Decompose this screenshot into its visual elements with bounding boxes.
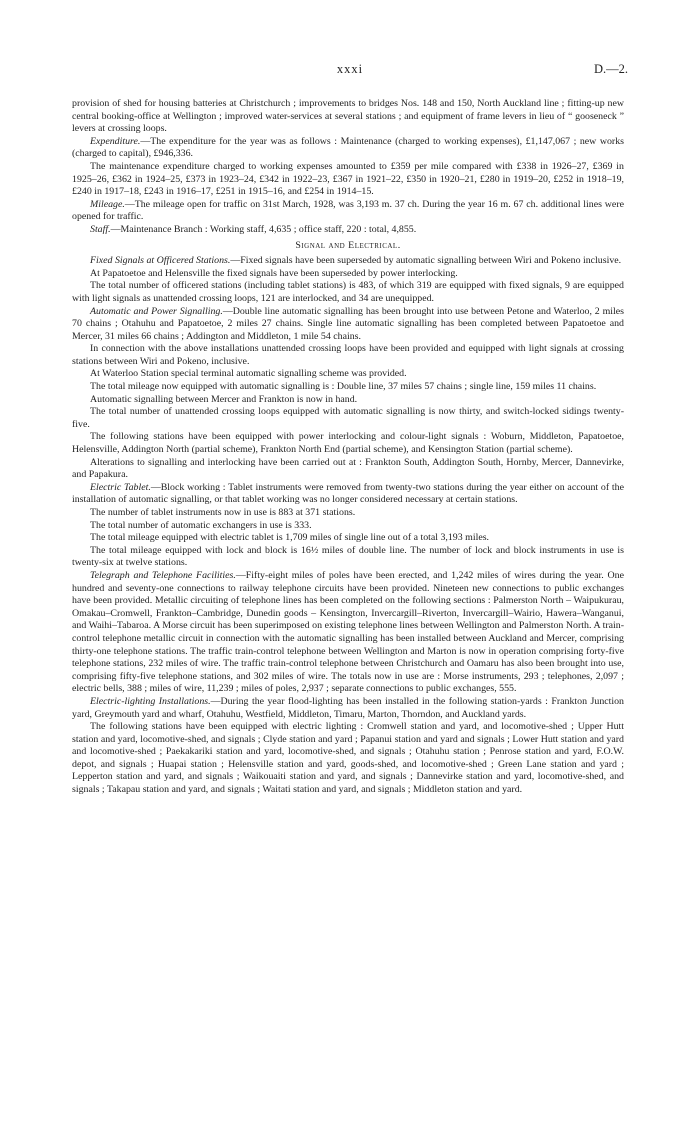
page-header bbox=[0, 62, 700, 82]
paragraph: At Waterloo Station special terminal automatic signalling scheme was provided. bbox=[90, 368, 407, 380]
paragraph-lead: Mileage. bbox=[90, 198, 125, 210]
paragraph: The total mileage now equipped with automatic signalling is : Double line, 37 miles 57 chains ; single line, 159 miles 11 chains. bbox=[90, 381, 597, 393]
paragraph-lead: Electric Tablet. bbox=[90, 481, 151, 493]
paragraph: The total number of automatic exchangers in use is 333. bbox=[90, 519, 312, 531]
section-heading: Signal and Electrical. bbox=[295, 239, 401, 251]
document-reference: D.—2. bbox=[593, 62, 628, 76]
paragraph: Electric-lighting Installations.—During the year flood-lighting has been installed in the following station-yards : Frankton Junction yard, Greymouth yard and wharf, Otahuhu, Westfield, Middleton, Timaru, Marton, Thorndon, and Auckland yards. bbox=[72, 695, 624, 720]
paragraph-lead: Automatic and Power Signalling. bbox=[90, 305, 223, 317]
paragraph: At Papatoetoe and Helensville the fixed signals have been superseded by power interlocking. bbox=[90, 267, 458, 279]
paragraph-lead: Staff. bbox=[90, 223, 111, 235]
page-number: xxxi bbox=[336, 62, 364, 76]
paragraph: In connection with the above installations unattended crossing loops have been provided and equipped with light signals at crossing stations between Wiri and Pokeno, inclusive. bbox=[72, 343, 624, 367]
body-text bbox=[72, 98, 624, 797]
paragraph: The total mileage equipped with electric tablet is 1,709 miles of single line out of a total 3,193 miles. bbox=[90, 532, 490, 544]
paragraph: The following stations have been equipped with electric lighting : Cromwell station and yard, and locomotive-shed ; Upper Hutt station and yard, locomotive-shed, and signals ; Clyde station and yard ; Papanui station and yard and signals ; Lower Hutt station and yard and locomotive-shed ; Paekakariki station and yard, locomotive-shed, and signals ; Otahuhu station ; Penrose station and yard, F.O.W. depot, and signals ; Huapai station ; Helensville station and yard, goods-shed, and locomotive-shed ; Green Lane station and yard ; Lepperton station and yard, and signals ; Waikouaiti station and yard, and signals ; Dannevirke station and yard, locomotive-shed, and signals ; Takapau station and yard, and signals ; Waitati station and yard, and signals ; Middleton station and yard. bbox=[72, 721, 624, 796]
paragraph: The number of tablet instruments now in use is 883 at 371 stations. bbox=[90, 507, 356, 518]
paragraph: Alterations to signalling and interlocking have been carried out at : Frankton South, Addington South, Hornby, Mercer, Dannevirke, and Papakura. bbox=[72, 456, 624, 481]
paragraph: Staff.—Maintenance Branch : Working staff, 4,635 ; office staff, 220 : total, 4,855. bbox=[90, 223, 417, 235]
paragraph-lead: Electric-lighting Installations. bbox=[90, 695, 211, 707]
paragraph: The total number of unattended crossing loops equipped with automatic signalling is now thirty, and switch-locked sidings twenty-five. bbox=[72, 406, 624, 430]
paragraph: The total number of officered stations (including tablet stations) is 483, of which 319 are equipped with fixed signals, 9 are equipped with light signals as unattended crossing loops, 121 are interlocked, and 34 are unequipped. bbox=[72, 280, 624, 304]
paragraph: Mileage.—The mileage open for traffic on 31st March, 1928, was 3,193 m. 37 ch. During the year 16 m. 67 ch. additional lines were opened for traffic. bbox=[72, 198, 624, 223]
paragraph: The total mileage equipped with lock and block is 16½ miles of double line. The number of lock and block instruments in use is twenty-six at twelve stations. bbox=[72, 544, 624, 569]
paragraph: Telegraph and Telephone Facilities.—Fifty-eight miles of poles have been erected, and 1,242 miles of wires during the year. One hundred and seventy-one connections to railway telephone circuits have been provided. Nineteen new connections to public exchanges have been provided. Metallic circuiting of telephone lines has been completed on the following sections : Palmerston North – Waipukurau, Omakau–Cromwell, Frankton–Cambridge, Dunedin goods – Kensington, Invercargill–Riverton, Invercargill–Wairio, Hawera–Wanganui, and Waihi–Tabaroa. A Morse circuit has been superimposed on existing telephone lines between Wellington and Palmerston North. A train-control telephone metallic circuit in connection with the automatic signalling has been installed between Auckland and Mercer, comprising thirty-one telephone stations. The traffic train-control telephone between Wellington and Marton is now in operation comprising forty-five telephone stations, 232 miles of wire. The traffic train-control telephone between Christchurch and Oamaru has also been brought into use, comprising fifty-five telephone stations, and 302 miles of wire. The totals now in use are : Morse instruments, 293 ; telephones, 2,097 ; electric bells, 388 ; miles of wire, 11,239 ; miles of poles, 2,937 ; separate connections to public exchanges, 555. bbox=[72, 569, 624, 695]
paragraph: Automatic and Power Signalling.—Double line automatic signalling has been brought into use between Petone and Waterloo, 2 miles 70 chains ; Otahuhu and Papatoetoe, 2 miles 27 chains. Single line automatic signalling has been completed between Papatoetoe and Mercer, 31 miles 66 chains ; Addington and Middleton, 1 mile 54 chains. bbox=[72, 305, 624, 342]
paragraph: provision of shed for housing batteries at Christchurch ; improvements to bridges Nos. 148 and 150, North Auckland line ; fitting-up new central booking-office at Wellington ; improved water-services at several stations ; and equipment of frame levers in lieu of “ gooseneck ” levers at crossing loops. bbox=[72, 98, 624, 135]
paragraph-lead: Expenditure. bbox=[90, 135, 141, 147]
paragraph: Fixed Signals at Officered Stations.—Fixed signals have been superseded by automatic signalling between Wiri and Pokeno inclusive. bbox=[90, 255, 622, 267]
paragraph: Expenditure.—The expenditure for the year was as follows : Maintenance (charged to working expenses), £1,147,067 ; new works (charged to capital), £946,336. bbox=[72, 135, 624, 160]
paragraph: The following stations have been equipped with power interlocking and colour-light signals : Woburn, Middleton, Papatoetoe, Helensville, Addington North (partial scheme), Frankton North End (partial scheme), and Kensington Station (partial scheme). bbox=[72, 431, 624, 456]
paragraph: Automatic signalling between Mercer and Frankton is now in hand. bbox=[90, 393, 358, 405]
paragraph-lead: Telegraph and Telephone Facilities. bbox=[90, 569, 236, 581]
paragraph: Electric Tablet.—Block working : Tablet instruments were removed from twenty-two stations during the year either on account of the installation of automatic signalling, or that tablet working was no longer considered necessary at certain stations. bbox=[72, 481, 624, 506]
paragraph-lead: Fixed Signals at Officered Stations. bbox=[90, 255, 231, 267]
paragraph: The maintenance expenditure charged to working expenses amounted to £359 per mile compared with £338 in 1926–27, £369 in 1925–26, £362 in 1924–25, £373 in 1923–24, £342 in 1922–23, £367 in 1921–22, £350 in 1920–21, £280 in 1919–20, £252 in 1918–19, £240 in 1917–18, £243 in 1916–17, £251 in 1915–16, and £254 in 1914–15. bbox=[72, 160, 624, 198]
